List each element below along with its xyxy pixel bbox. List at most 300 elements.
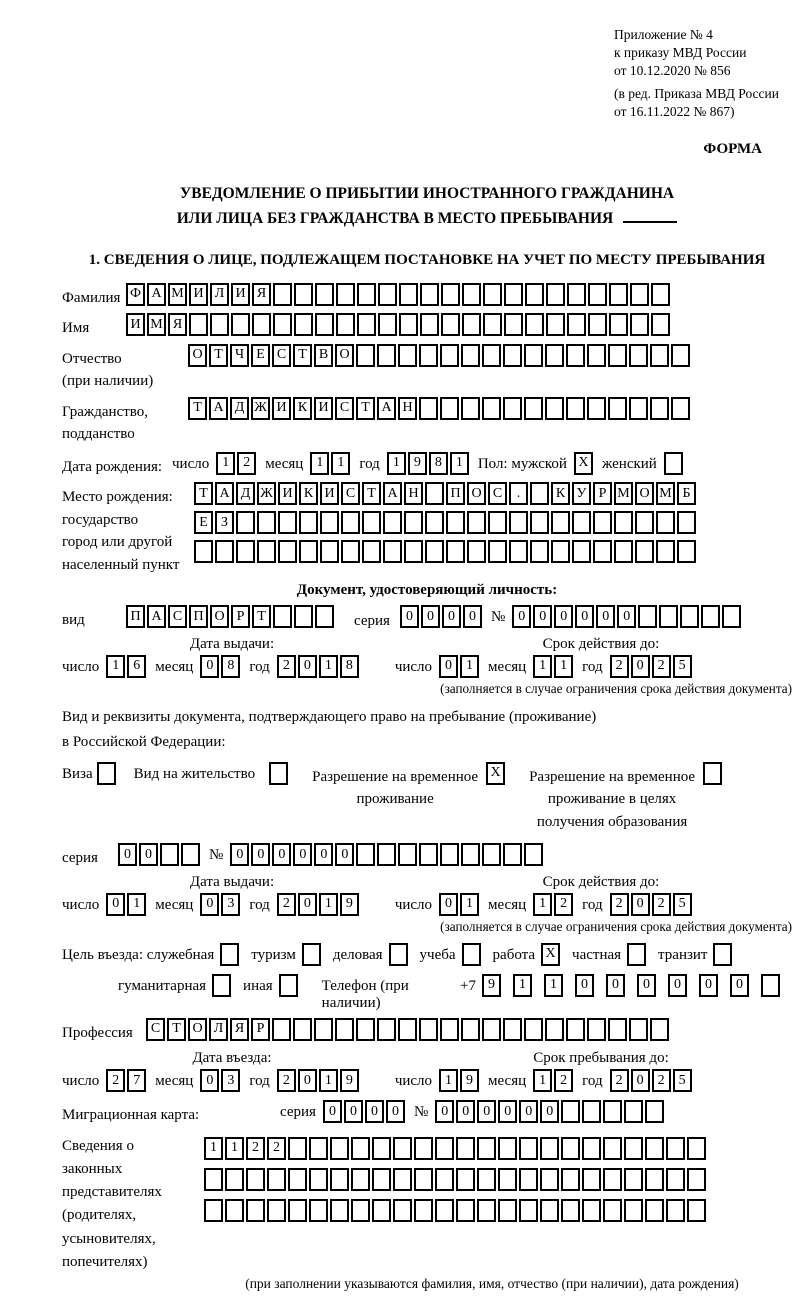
male-checkbox[interactable]: X [574,452,593,475]
edu-permit-checkbox[interactable] [703,762,722,785]
char-cell[interactable] [524,344,543,367]
char-cell[interactable] [561,1199,580,1222]
char-cell[interactable] [566,344,585,367]
char-cell[interactable] [440,843,459,866]
char-cell[interactable] [624,1137,643,1160]
char-cell[interactable]: Т [293,344,312,367]
char-cell[interactable] [393,1199,412,1222]
char-cell[interactable]: С [335,397,354,420]
char-cell[interactable] [566,397,585,420]
char-cell[interactable] [204,1199,223,1222]
char-cell[interactable] [603,1100,622,1123]
char-cell[interactable]: М [656,482,675,505]
char-cell[interactable]: 2 [106,1069,125,1092]
char-cell[interactable]: 0 [533,605,552,628]
char-cell[interactable]: М [168,283,187,306]
char-cell[interactable] [461,344,480,367]
char-cell[interactable]: 0 [512,605,531,628]
char-cell[interactable]: В [314,344,333,367]
char-cell[interactable] [635,540,654,563]
char-cell[interactable]: 2 [277,893,296,916]
char-cell[interactable]: 1 [460,893,479,916]
char-cell[interactable]: О [210,605,229,628]
char-cell[interactable] [561,1100,580,1123]
char-cell[interactable]: 1 [439,1069,458,1092]
char-cell[interactable] [650,397,669,420]
char-cell[interactable]: 1 [225,1137,244,1160]
char-cell[interactable] [377,1018,396,1041]
char-cell[interactable]: 0 [139,843,158,866]
char-cell[interactable] [267,1168,286,1191]
char-cell[interactable] [462,313,481,336]
char-cell[interactable] [722,605,741,628]
official-checkbox[interactable] [220,943,239,966]
char-cell[interactable] [393,1137,412,1160]
char-cell[interactable] [215,540,234,563]
char-cell[interactable]: 8 [221,655,240,678]
char-cell[interactable] [378,283,397,306]
char-cell[interactable]: 0 [298,1069,317,1092]
char-cell[interactable]: 0 [606,974,625,997]
char-cell[interactable] [519,1199,538,1222]
char-cell[interactable]: 0 [463,605,482,628]
char-cell[interactable] [356,843,375,866]
char-cell[interactable] [603,1168,622,1191]
char-cell[interactable]: 1 [216,452,235,475]
char-cell[interactable] [273,605,292,628]
char-cell[interactable]: Р [593,482,612,505]
char-cell[interactable] [687,1168,706,1191]
char-cell[interactable] [440,1018,459,1041]
char-cell[interactable] [330,1137,349,1160]
char-cell[interactable] [687,1137,706,1160]
char-cell[interactable] [482,1018,501,1041]
char-cell[interactable] [656,511,675,534]
char-cell[interactable]: К [293,397,312,420]
char-cell[interactable] [587,344,606,367]
char-cell[interactable] [488,540,507,563]
char-cell[interactable]: 0 [386,1100,405,1123]
char-cell[interactable]: Д [236,482,255,505]
char-cell[interactable] [404,511,423,534]
char-cell[interactable] [524,1018,543,1041]
char-cell[interactable]: 0 [365,1100,384,1123]
char-cell[interactable] [160,843,179,866]
char-cell[interactable]: 0 [421,605,440,628]
char-cell[interactable] [572,511,591,534]
char-cell[interactable]: П [126,605,145,628]
transit-checkbox[interactable] [713,943,732,966]
char-cell[interactable] [194,540,213,563]
char-cell[interactable]: 0 [251,843,270,866]
char-cell[interactable] [483,283,502,306]
char-cell[interactable]: 6 [127,655,146,678]
char-cell[interactable]: О [188,1018,207,1041]
char-cell[interactable]: 0 [323,1100,342,1123]
char-cell[interactable]: О [188,344,207,367]
char-cell[interactable] [629,397,648,420]
char-cell[interactable] [582,1100,601,1123]
char-cell[interactable] [425,511,444,534]
char-cell[interactable]: Б [677,482,696,505]
char-cell[interactable] [566,1018,585,1041]
char-cell[interactable]: 9 [340,893,359,916]
char-cell[interactable] [362,540,381,563]
char-cell[interactable] [456,1168,475,1191]
char-cell[interactable]: О [467,482,486,505]
char-cell[interactable] [441,313,460,336]
char-cell[interactable] [677,540,696,563]
char-cell[interactable] [603,1137,622,1160]
char-cell[interactable]: Е [251,344,270,367]
char-cell[interactable] [378,313,397,336]
char-cell[interactable]: 1 [533,1069,552,1092]
char-cell[interactable] [482,397,501,420]
char-cell[interactable] [635,511,654,534]
char-cell[interactable]: Р [251,1018,270,1041]
char-cell[interactable]: И [126,313,145,336]
char-cell[interactable] [761,974,780,997]
char-cell[interactable]: 1 [544,974,563,997]
char-cell[interactable] [204,1168,223,1191]
char-cell[interactable] [530,482,549,505]
char-cell[interactable] [420,313,439,336]
char-cell[interactable]: 1 [554,655,573,678]
char-cell[interactable] [399,283,418,306]
char-cell[interactable] [414,1199,433,1222]
char-cell[interactable] [629,1018,648,1041]
char-cell[interactable] [666,1199,685,1222]
visa-checkbox[interactable] [97,762,116,785]
char-cell[interactable]: Ч [230,344,249,367]
char-cell[interactable]: М [614,482,633,505]
char-cell[interactable] [419,843,438,866]
char-cell[interactable]: Н [404,482,423,505]
char-cell[interactable] [456,1137,475,1160]
char-cell[interactable]: 1 [106,655,125,678]
char-cell[interactable] [210,313,229,336]
char-cell[interactable] [659,605,678,628]
char-cell[interactable] [651,313,670,336]
char-cell[interactable]: 9 [408,452,427,475]
char-cell[interactable]: . [509,482,528,505]
char-cell[interactable]: Л [210,283,229,306]
char-cell[interactable] [372,1137,391,1160]
char-cell[interactable]: 5 [673,655,692,678]
char-cell[interactable] [645,1100,664,1123]
char-cell[interactable] [293,1018,312,1041]
char-cell[interactable]: 0 [293,843,312,866]
char-cell[interactable] [356,1018,375,1041]
char-cell[interactable] [614,540,633,563]
char-cell[interactable] [546,283,565,306]
char-cell[interactable] [404,540,423,563]
char-cell[interactable] [225,1168,244,1191]
char-cell[interactable]: Т [194,482,213,505]
char-cell[interactable] [530,540,549,563]
char-cell[interactable]: 0 [200,893,219,916]
char-cell[interactable]: 1 [533,655,552,678]
char-cell[interactable] [288,1199,307,1222]
char-cell[interactable]: Т [252,605,271,628]
char-cell[interactable] [461,1018,480,1041]
char-cell[interactable] [551,540,570,563]
char-cell[interactable] [294,283,313,306]
char-cell[interactable]: О [335,344,354,367]
char-cell[interactable]: М [147,313,166,336]
char-cell[interactable] [561,1168,580,1191]
char-cell[interactable]: 1 [127,893,146,916]
char-cell[interactable]: 0 [477,1100,496,1123]
char-cell[interactable] [398,1018,417,1041]
char-cell[interactable]: 0 [575,605,594,628]
char-cell[interactable]: 0 [456,1100,475,1123]
char-cell[interactable] [446,540,465,563]
char-cell[interactable]: 2 [277,655,296,678]
char-cell[interactable] [477,1168,496,1191]
tourism-checkbox[interactable] [302,943,321,966]
char-cell[interactable] [545,1018,564,1041]
char-cell[interactable] [666,1137,685,1160]
char-cell[interactable]: А [147,283,166,306]
char-cell[interactable] [608,1018,627,1041]
char-cell[interactable] [272,1018,291,1041]
char-cell[interactable]: Ф [126,283,145,306]
char-cell[interactable] [524,397,543,420]
char-cell[interactable] [609,313,628,336]
residence-permit-checkbox[interactable] [269,762,288,785]
char-cell[interactable] [504,313,523,336]
char-cell[interactable] [341,540,360,563]
char-cell[interactable]: 0 [400,605,419,628]
char-cell[interactable] [488,511,507,534]
char-cell[interactable] [398,843,417,866]
char-cell[interactable] [498,1168,517,1191]
char-cell[interactable] [467,540,486,563]
char-cell[interactable]: 0 [439,655,458,678]
char-cell[interactable]: 0 [596,605,615,628]
char-cell[interactable] [362,511,381,534]
char-cell[interactable] [314,1018,333,1041]
char-cell[interactable] [377,344,396,367]
char-cell[interactable] [504,283,523,306]
char-cell[interactable] [701,605,720,628]
char-cell[interactable] [419,344,438,367]
char-cell[interactable]: 1 [460,655,479,678]
char-cell[interactable] [609,283,628,306]
char-cell[interactable] [645,1137,664,1160]
char-cell[interactable]: И [189,283,208,306]
char-cell[interactable]: 2 [652,1069,671,1092]
char-cell[interactable]: Л [209,1018,228,1041]
char-cell[interactable] [309,1137,328,1160]
char-cell[interactable]: А [383,482,402,505]
char-cell[interactable]: 2 [246,1137,265,1160]
char-cell[interactable]: И [231,283,250,306]
char-cell[interactable] [356,344,375,367]
char-cell[interactable]: 2 [610,655,629,678]
char-cell[interactable]: А [147,605,166,628]
char-cell[interactable]: 0 [272,843,291,866]
char-cell[interactable] [503,397,522,420]
char-cell[interactable]: 1 [204,1137,223,1160]
char-cell[interactable] [294,605,313,628]
char-cell[interactable] [357,313,376,336]
char-cell[interactable] [288,1168,307,1191]
char-cell[interactable]: Е [194,511,213,534]
char-cell[interactable] [441,283,460,306]
char-cell[interactable] [503,1018,522,1041]
char-cell[interactable] [645,1199,664,1222]
char-cell[interactable] [509,540,528,563]
char-cell[interactable]: 2 [267,1137,286,1160]
char-cell[interactable] [524,843,543,866]
char-cell[interactable]: 0 [498,1100,517,1123]
char-cell[interactable] [320,540,339,563]
char-cell[interactable]: Я [252,283,271,306]
char-cell[interactable]: 1 [319,1069,338,1092]
char-cell[interactable] [687,1199,706,1222]
char-cell[interactable]: 0 [730,974,749,997]
char-cell[interactable]: А [215,482,234,505]
char-cell[interactable] [593,511,612,534]
char-cell[interactable] [498,1199,517,1222]
char-cell[interactable] [315,313,334,336]
char-cell[interactable] [357,283,376,306]
char-cell[interactable] [477,1199,496,1222]
char-cell[interactable] [572,540,591,563]
char-cell[interactable] [503,843,522,866]
char-cell[interactable]: 0 [230,843,249,866]
char-cell[interactable]: И [314,397,333,420]
char-cell[interactable]: З [215,511,234,534]
char-cell[interactable] [351,1199,370,1222]
char-cell[interactable] [546,313,565,336]
char-cell[interactable]: 2 [610,893,629,916]
char-cell[interactable]: 0 [118,843,137,866]
char-cell[interactable] [189,313,208,336]
char-cell[interactable] [393,1168,412,1191]
char-cell[interactable] [582,1137,601,1160]
char-cell[interactable] [440,397,459,420]
char-cell[interactable] [336,313,355,336]
female-checkbox[interactable] [664,452,683,475]
char-cell[interactable] [461,843,480,866]
char-cell[interactable]: 2 [554,893,573,916]
char-cell[interactable]: А [377,397,396,420]
char-cell[interactable] [588,313,607,336]
char-cell[interactable] [372,1168,391,1191]
char-cell[interactable] [383,511,402,534]
char-cell[interactable]: К [299,482,318,505]
char-cell[interactable] [630,283,649,306]
char-cell[interactable]: 0 [439,893,458,916]
char-cell[interactable] [545,397,564,420]
char-cell[interactable] [624,1100,643,1123]
char-cell[interactable] [671,344,690,367]
work-checkbox[interactable]: X [541,943,560,966]
char-cell[interactable]: 9 [460,1069,479,1092]
char-cell[interactable] [299,511,318,534]
other-checkbox[interactable] [279,974,298,997]
char-cell[interactable] [446,511,465,534]
char-cell[interactable]: 8 [429,452,448,475]
char-cell[interactable] [336,283,355,306]
char-cell[interactable]: С [168,605,187,628]
char-cell[interactable]: 2 [277,1069,296,1092]
char-cell[interactable] [666,1168,685,1191]
char-cell[interactable]: С [272,344,291,367]
char-cell[interactable]: И [320,482,339,505]
char-cell[interactable] [315,283,334,306]
char-cell[interactable] [246,1168,265,1191]
char-cell[interactable] [624,1168,643,1191]
char-cell[interactable]: 0 [617,605,636,628]
char-cell[interactable]: Н [398,397,417,420]
char-cell[interactable]: 0 [631,655,650,678]
char-cell[interactable] [246,1199,265,1222]
char-cell[interactable]: 1 [387,452,406,475]
char-cell[interactable]: 0 [200,655,219,678]
char-cell[interactable]: Т [362,482,381,505]
char-cell[interactable] [341,511,360,534]
char-cell[interactable] [320,511,339,534]
char-cell[interactable]: 0 [314,843,333,866]
char-cell[interactable]: 9 [340,1069,359,1092]
char-cell[interactable] [671,397,690,420]
char-cell[interactable] [540,1199,559,1222]
char-cell[interactable] [651,283,670,306]
char-cell[interactable] [582,1199,601,1222]
char-cell[interactable] [330,1168,349,1191]
char-cell[interactable]: И [272,397,291,420]
char-cell[interactable] [630,313,649,336]
private-checkbox[interactable] [627,943,646,966]
char-cell[interactable]: 0 [637,974,656,997]
char-cell[interactable] [629,344,648,367]
char-cell[interactable] [519,1168,538,1191]
char-cell[interactable] [645,1168,664,1191]
char-cell[interactable] [624,1199,643,1222]
char-cell[interactable]: 2 [610,1069,629,1092]
char-cell[interactable] [462,283,481,306]
char-cell[interactable] [278,540,297,563]
char-cell[interactable] [540,1168,559,1191]
char-cell[interactable]: 0 [335,843,354,866]
char-cell[interactable] [425,482,444,505]
char-cell[interactable] [181,843,200,866]
char-cell[interactable] [614,511,633,534]
char-cell[interactable] [414,1168,433,1191]
char-cell[interactable] [273,283,292,306]
char-cell[interactable] [656,540,675,563]
char-cell[interactable] [482,843,501,866]
char-cell[interactable] [530,511,549,534]
char-cell[interactable] [252,313,271,336]
char-cell[interactable] [236,511,255,534]
char-cell[interactable] [419,397,438,420]
char-cell[interactable]: У [572,482,591,505]
char-cell[interactable] [551,511,570,534]
char-cell[interactable]: 0 [575,974,594,997]
char-cell[interactable] [545,344,564,367]
char-cell[interactable] [294,313,313,336]
char-cell[interactable] [299,540,318,563]
char-cell[interactable]: А [209,397,228,420]
char-cell[interactable]: 0 [631,1069,650,1092]
char-cell[interactable]: 7 [127,1069,146,1092]
char-cell[interactable] [419,1018,438,1041]
